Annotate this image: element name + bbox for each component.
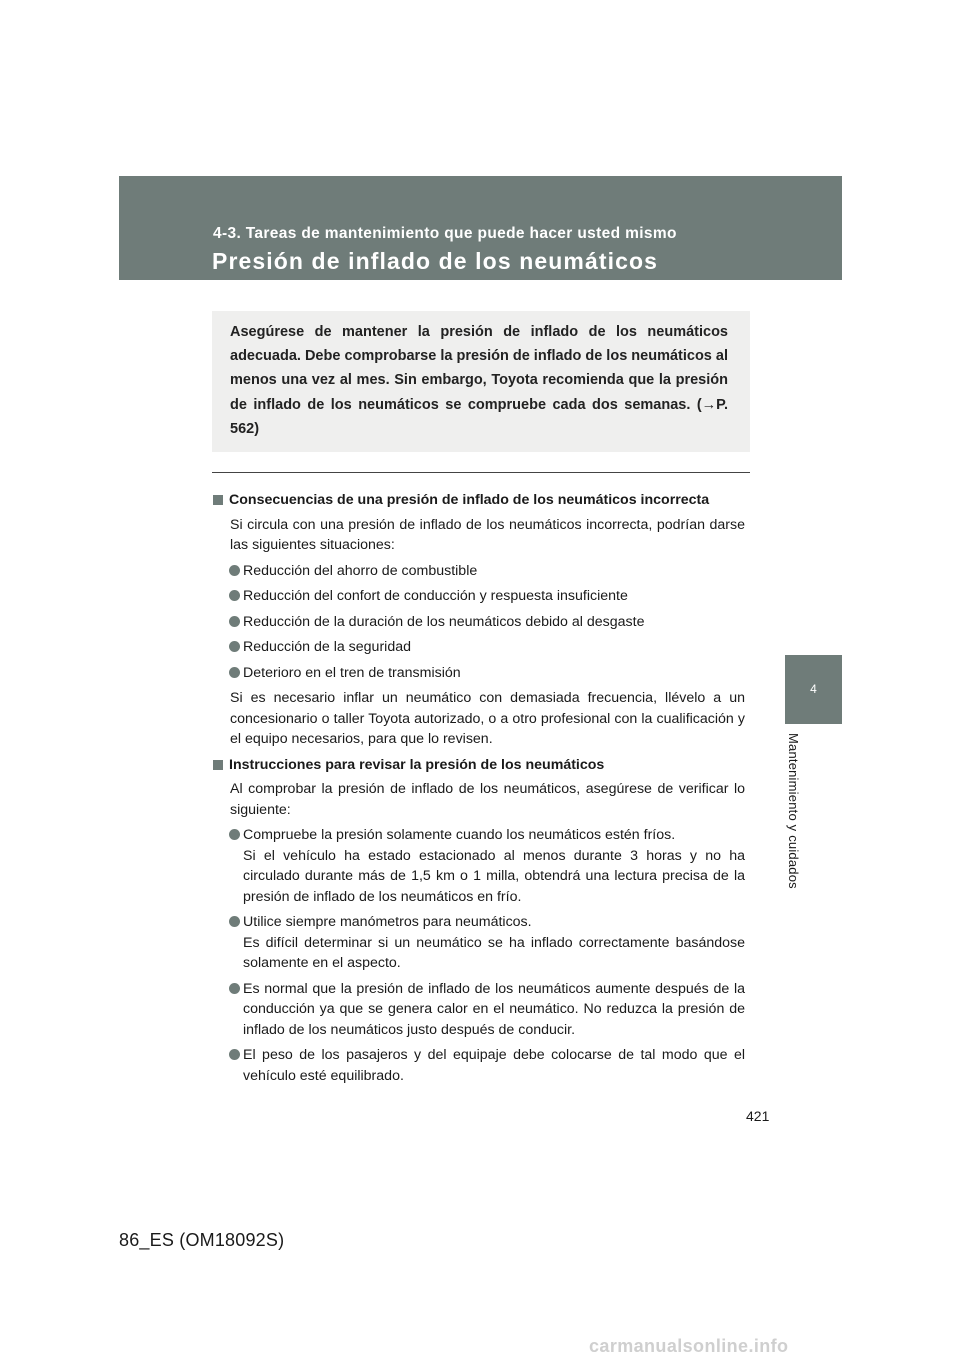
list-item-text: Reducción del confort de conducción y respuesta insuficiente — [243, 588, 628, 604]
circle-bullet-icon — [229, 1049, 240, 1060]
list-item-text: Reducción de la duración de los neumáticos debido al desgaste — [243, 613, 645, 630]
section-outro: Si es necesario inflar un neumático con demasiada frecuencia, llévelo a un concesionario o taller Toyota autorizado, o a otro profesional con la cualificación y el equipo necesarios, para que lo revisen. — [230, 690, 745, 747]
list-item — [212, 637, 745, 658]
list-item-text: Es normal que la presión de inflado de los neumáticos aumente después de la conducción ya que se genera calor en el neumático. No reduzca la presión de inflado de los neumáticos justo después de conducir. — [243, 980, 745, 1038]
list-item — [212, 1045, 745, 1086]
chapter-header — [119, 176, 842, 280]
list-item-text: Reducción del ahorro de combustible — [243, 562, 478, 579]
section-intro: Al comprobar la presión de inflado de los neumáticos, asegúrese de verificar lo siguiente: — [230, 781, 745, 818]
list-item-text: Reducción de la seguridad — [243, 639, 411, 655]
page-title: Presión de inflado de los neumáticos — [212, 248, 659, 274]
list-item — [212, 825, 745, 907]
chapter-side-label: Mantenimiento y cuidados — [786, 733, 801, 889]
circle-bullet-icon — [229, 565, 240, 576]
circle-bullet-icon — [229, 983, 240, 994]
circle-bullet-icon — [229, 916, 240, 927]
circle-bullet-icon — [229, 667, 240, 678]
section-heading-text: Consecuencias de una presión de inflado de los neumáticos incorrecta — [229, 492, 710, 508]
list-item-detail: Es difícil determinar si un neumático se ha inflado correctamente basándose solamente en el aspecto. — [243, 934, 745, 971]
list-item — [212, 979, 745, 1041]
circle-bullet-icon — [229, 829, 240, 840]
circle-bullet-icon — [229, 641, 240, 652]
list-item — [212, 612, 745, 633]
section-label: 4-3. Tareas de mantenimiento que puede hacer usted mismo — [213, 225, 677, 242]
document-code: 86_ES (OM18092S) — [119, 1230, 285, 1250]
list-item-text: El peso de los pasajeros y del equipaje debe colocarse de tal modo que el vehículo esté equilibrado. — [243, 1047, 745, 1084]
intro-text: Asegúrese de mantener la presión de inflado de los neumáticos adecuada. Debe comprobarse la presión de inflado de los neumáticos al menos una vez al mes. Sin embargo, Toyota recomienda que la presión de inflado de los neumáticos se compruebe cada dos semanas. (→P. 562) — [230, 324, 728, 437]
square-bullet-icon — [213, 760, 223, 770]
section-heading — [212, 490, 745, 511]
watermark: carmanualsonline.info — [589, 1336, 789, 1356]
list-item — [212, 561, 745, 582]
section-intro: Si circula con una presión de inflado de los neumáticos incorrecta, podrían darse las siguientes situaciones: — [230, 516, 745, 553]
list-item — [212, 586, 745, 607]
circle-bullet-icon — [229, 590, 240, 601]
circle-bullet-icon — [229, 616, 240, 627]
square-bullet-icon — [213, 495, 223, 505]
list-item-text: Deterioro en el tren de transmisión — [243, 664, 461, 681]
list-item-detail: Si el vehículo ha estado estacionado al menos durante 3 horas y no ha circulado durante más de 1,5 km o 1 milla, obtendrá una lectura precisa de la presión de inflado de los neumáticos en frío. — [243, 847, 745, 905]
list-item-text: Utilice siempre manómetros para neumáticos. — [243, 914, 532, 930]
chapter-tab — [785, 655, 842, 724]
chapter-number: 4 — [810, 682, 817, 696]
section-heading-text: Instrucciones para revisar la presión de los neumáticos — [229, 756, 605, 773]
divider — [212, 472, 750, 473]
list-item — [212, 663, 745, 684]
section-heading — [212, 755, 745, 776]
main-content — [212, 490, 745, 1091]
list-item — [212, 912, 745, 974]
intro-box — [212, 311, 750, 452]
list-item-text: Compruebe la presión solamente cuando los neumáticos estén fríos. — [243, 827, 676, 843]
page-number: 421 — [746, 1108, 770, 1124]
